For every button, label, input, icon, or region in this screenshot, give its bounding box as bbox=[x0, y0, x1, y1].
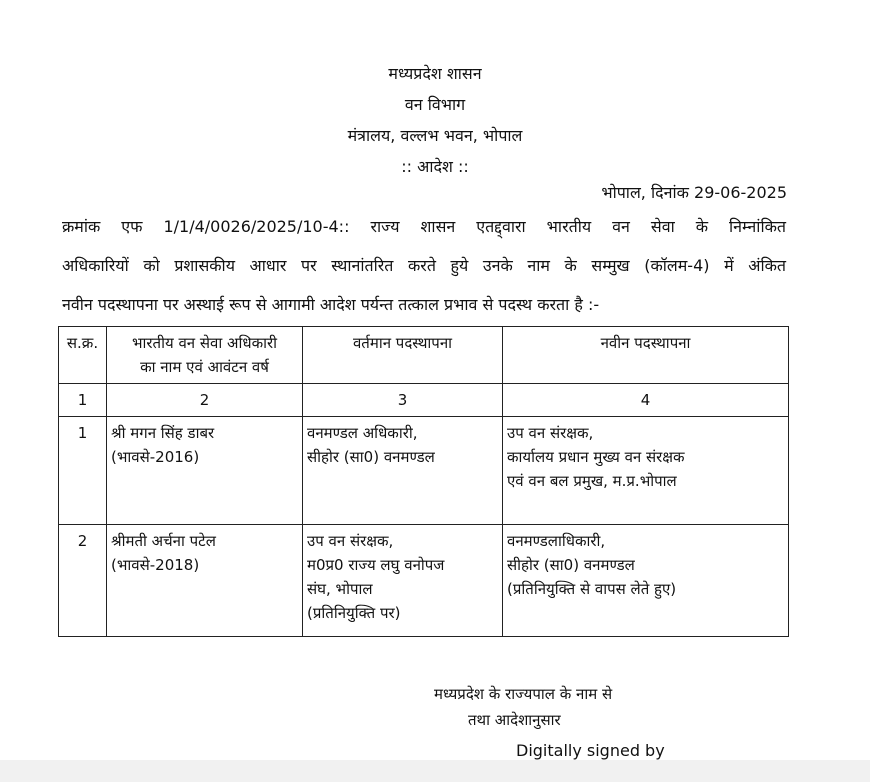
signature-authority-line: मध्यप्रदेश के राज्यपाल के नाम से bbox=[434, 685, 613, 703]
transfer-table bbox=[58, 326, 789, 637]
officer-name-cell: श्रीमती अर्चना पटेल (भावसे-2018) bbox=[107, 525, 303, 637]
department-name: वन विभाग bbox=[404, 95, 466, 114]
page-bottom-edge bbox=[0, 760, 870, 782]
office-address: मंत्रालय, वल्लभ भवन, भोपाल bbox=[347, 126, 523, 145]
table-row bbox=[59, 525, 789, 637]
serial-number: 2 bbox=[59, 525, 107, 637]
order-date: भोपाल, दिनांक 29-06-2025 bbox=[601, 183, 787, 202]
header-current-posting: वर्तमान पदस्थापना bbox=[303, 327, 503, 384]
signature-order-line: तथा आदेशानुसार bbox=[468, 711, 561, 729]
officer-name-cell: श्री मगन सिंह डाबर (भावसे-2016) bbox=[107, 417, 303, 525]
header-officer-name: भारतीय वन सेवा अधिकारी का नाम एवं आवंटन वर्ष bbox=[107, 327, 303, 384]
table-row bbox=[59, 417, 789, 525]
current-posting-cell: वनमण्डल अधिकारी, सीहोर (सा0) वनमण्डल bbox=[303, 417, 503, 525]
digital-signature-label: Digitally signed by bbox=[516, 741, 665, 760]
order-body-line-1: क्रमांक एफ 1/1/4/0026/2025/10-4:: राज्य शासन एतद्द्वारा भारतीय वन सेवा के निम्नांकित bbox=[62, 217, 786, 236]
column-number-row bbox=[59, 384, 789, 417]
current-posting-cell: उप वन संरक्षक, म0प्र0 राज्य लघु वनोपज संघ, भोपाल (प्रतिनियुक्ति पर) bbox=[303, 525, 503, 637]
order-heading: :: आदेश :: bbox=[401, 157, 469, 176]
column-number: 1 bbox=[59, 384, 107, 417]
new-posting-cell: वनमण्डलाधिकारी, सीहोर (सा0) वनमण्डल (प्रतिनियुक्ति से वापस लेते हुए) bbox=[503, 525, 789, 637]
table-header-row bbox=[59, 327, 789, 384]
column-number: 2 bbox=[107, 384, 303, 417]
header-new-posting: नवीन पदस्थापना bbox=[503, 327, 789, 384]
column-number: 4 bbox=[503, 384, 789, 417]
serial-number: 1 bbox=[59, 417, 107, 525]
order-body-line-3: नवीन पदस्थापना पर अस्थाई रूप से आगामी आदेश पर्यन्त तत्काल प्रभाव से पदस्थ करता है :- bbox=[62, 295, 600, 314]
column-number: 3 bbox=[303, 384, 503, 417]
header-serial: स.क्र. bbox=[59, 327, 107, 384]
order-body-line-2: अधिकारियों को प्रशासकीय आधार पर स्थानांतरित करते हुये उनके नाम के सम्मुख (कॉलम-4) में अंकित bbox=[62, 256, 786, 275]
govt-name: मध्यप्रदेश शासन bbox=[388, 64, 482, 83]
new-posting-cell: उप वन संरक्षक, कार्यालय प्रधान मुख्य वन संरक्षक एवं वन बल प्रमुख, म.प्र.भोपाल bbox=[503, 417, 789, 525]
